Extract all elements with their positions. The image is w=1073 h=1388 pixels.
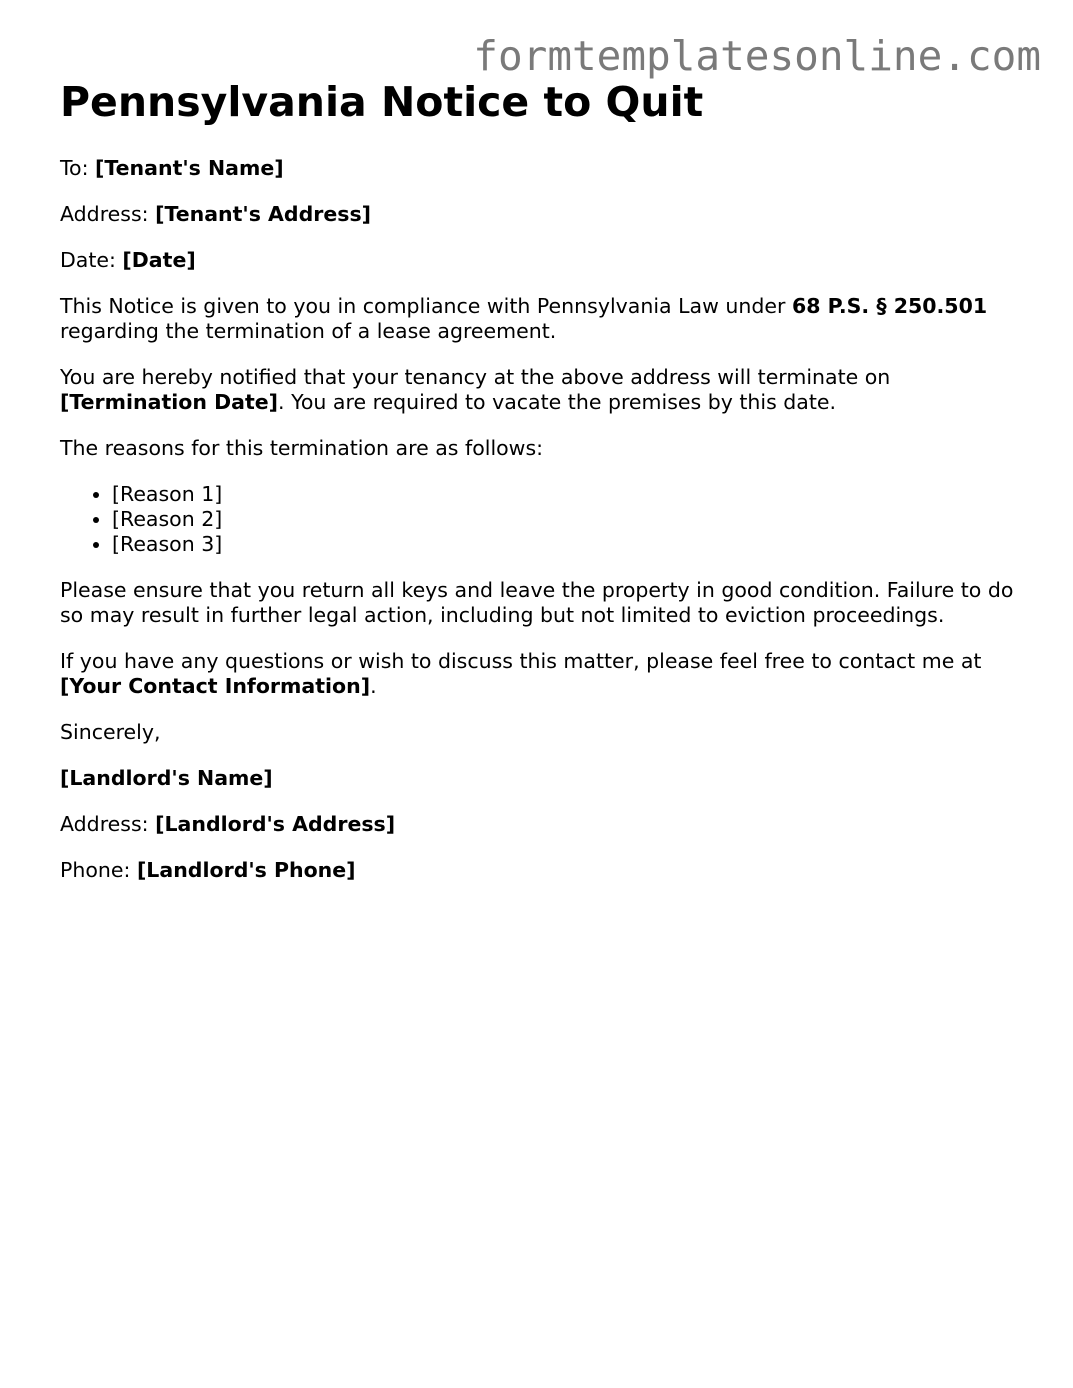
- compliance-paragraph: [60, 294, 1020, 344]
- termination-date-placeholder: [Termination Date]: [60, 390, 279, 414]
- landlord-phone-placeholder: [Landlord's Phone]: [136, 858, 356, 882]
- landlord-address-line: [60, 812, 1020, 837]
- document: [60, 76, 1020, 883]
- contact-text: If you have any questions or wish to discuss this matter, please feel free to contact me at: [60, 649, 982, 673]
- landlord-phone-label: Phone:: [60, 858, 137, 882]
- tenant-address-line: [60, 202, 1020, 227]
- contact-info-placeholder: [Your Contact Information]: [60, 674, 371, 698]
- termination-text-end: . You are required to vacate the premises by this date.: [278, 390, 837, 414]
- reasons-intro: The reasons for this termination are as follows:: [60, 436, 544, 460]
- reasons-list: [60, 482, 1020, 557]
- list-item: • [Reason 3]: [112, 532, 1020, 557]
- tenant-name-line: [60, 156, 1020, 181]
- to-label: To:: [60, 156, 96, 180]
- tenant-name-placeholder: [Tenant's Name]: [95, 156, 284, 180]
- contact-period: .: [370, 674, 377, 698]
- document-title: Pennsylvania Notice to Quit: [60, 78, 704, 126]
- landlord-address-placeholder: [Landlord's Address]: [155, 812, 396, 836]
- date-placeholder: [Date]: [122, 248, 196, 272]
- landlord-address-label: Address:: [60, 812, 156, 836]
- termination-text: You are hereby notified that your tenancy at the above address will terminate on: [60, 365, 891, 389]
- compliance-text-end: regarding the termination of a lease agreement.: [60, 319, 557, 343]
- landlord-name-line: [60, 766, 1020, 791]
- landlord-name-placeholder: [Landlord's Name]: [60, 766, 273, 790]
- list-item: • [Reason 2]: [112, 507, 1020, 532]
- date-label: Date:: [60, 248, 123, 272]
- statute-reference: 68 P.S. § 250.501: [791, 294, 988, 318]
- list-item: • [Reason 1]: [112, 482, 1020, 507]
- landlord-phone-line: [60, 858, 1020, 883]
- tenant-address-placeholder: [Tenant's Address]: [155, 202, 372, 226]
- closing: Sincerely,: [60, 720, 161, 744]
- compliance-text: This Notice is given to you in compliance with Pennsylvania Law under: [60, 294, 792, 318]
- address-label: Address:: [60, 202, 156, 226]
- termination-paragraph: [60, 365, 1020, 415]
- keys-paragraph: Please ensure that you return all keys and leave the property in good condition. Failure to do so may result in further legal action, including but not limited to eviction proceedings.: [60, 578, 1014, 627]
- contact-paragraph: [60, 649, 1020, 699]
- watermark: formtemplatesonline.com: [473, 32, 1041, 80]
- date-line: [60, 248, 1020, 273]
